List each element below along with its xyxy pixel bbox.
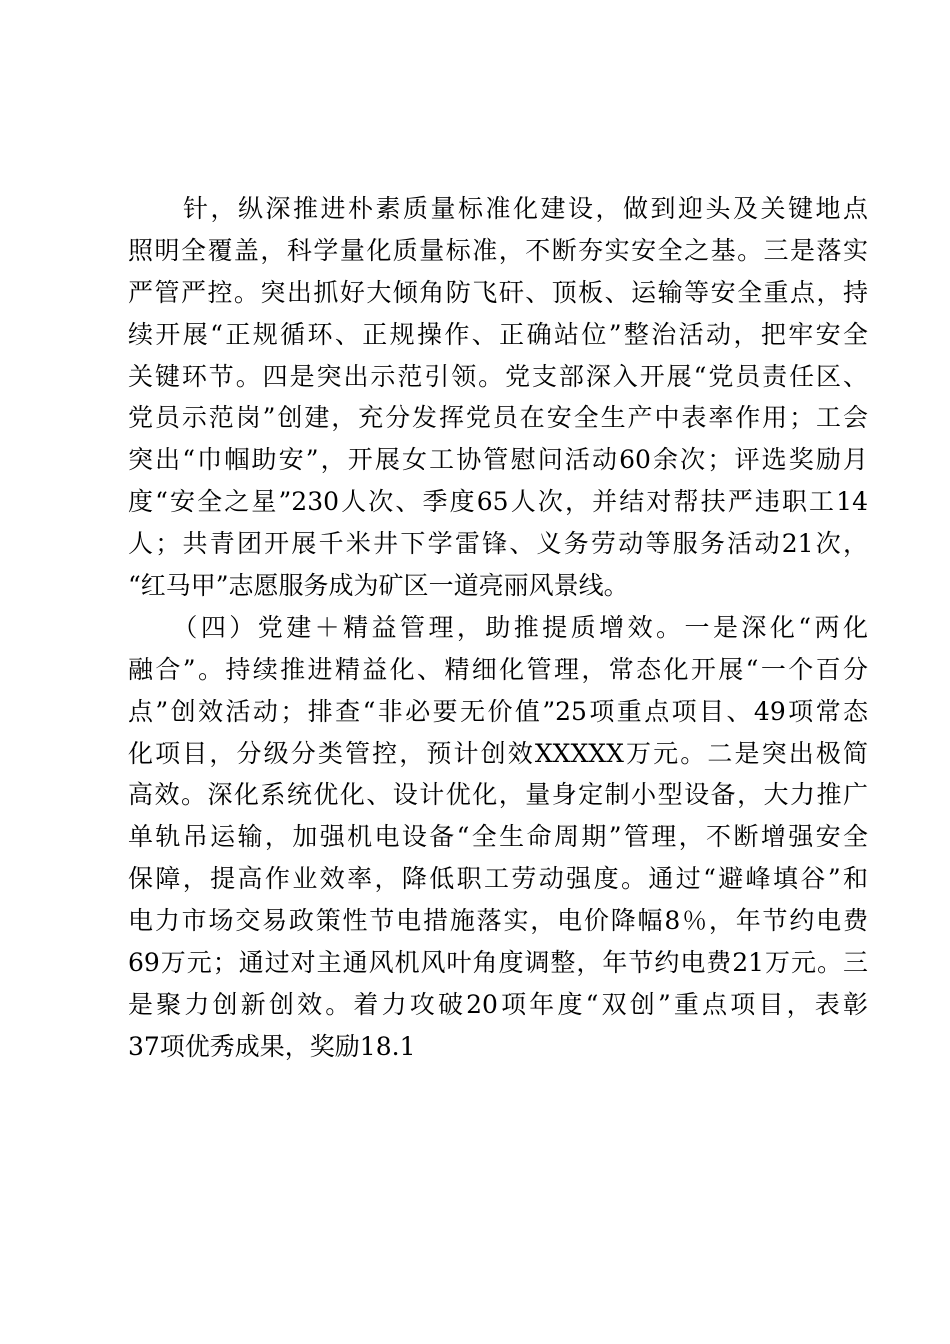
body-text [128, 188, 868, 1068]
text-line: 人；共青团开展千米井下学雷锋、义务劳动等服务活动21次， [128, 529, 868, 559]
text-line: 针，纵深推进朴素质量标准化建设，做到迎头及关键地点 [128, 194, 868, 223]
text-line: 度“安全之星”230人次、季度65人次，并结对帮扶严违职工14 [128, 487, 868, 517]
text-line: 照明全覆盖，科学量化质量标准，不断夯实安全之基。三是落实 [128, 235, 868, 265]
text-line: 融合”。持续推进精益化、精细化管理，常态化开展“一个百分 [128, 654, 868, 684]
text-line: 党员示范岗”创建，充分发挥党员在安全生产中表率作用；工会 [128, 403, 868, 433]
text-line: 37项优秀成果，奖励18.1 [128, 1031, 416, 1061]
text-line: 单轨吊运输，加强机电设备“全生命周期”管理，不断增强安全 [128, 822, 868, 852]
text-line: 保障，提高作业效率，降低职工劳动强度。通过“避峰填谷”和 [128, 864, 868, 894]
text-line: “红马甲”志愿服务成为矿区一道亮丽风景线。 [128, 571, 629, 601]
text-line: 续开展“正规循环、正规操作、正确站位”整治活动，把牢安全 [128, 319, 868, 349]
text-line: 69万元；通过对主通风机风叶角度调整，年节约电费21万元。三 [128, 948, 868, 978]
text-line: 电力市场交易政策性节电措施落实，电价降幅8％，年节约电费 [128, 906, 868, 936]
text-line: 关键环节。四是突出示范引领。党支部深入开展“党员责任区、 [128, 361, 868, 391]
text-line: （四）党建＋精益管理，助推提质增效。一是深化“两化 [128, 612, 868, 642]
text-line: 是聚力创新创效。着力攻破20项年度“双创”重点项目，表彰 [128, 989, 868, 1019]
text-line: 严管严控。突出抓好大倾角防飞矸、顶板、运输等安全重点，持 [128, 277, 868, 307]
text-line: 点”创效活动；排查“非必要无价值”25项重点项目、49项常态 [128, 696, 868, 726]
text-line: 高效。深化系统优化、设计优化，量身定制小型设备，大力推广 [128, 780, 868, 810]
text-line: 突出“巾帼助安”，开展女工协管慰问活动60余次；评选奖励月 [128, 445, 868, 475]
text-line: 化项目，分级分类管控，预计创效XXXXX万元。二是突出极简 [128, 738, 868, 768]
